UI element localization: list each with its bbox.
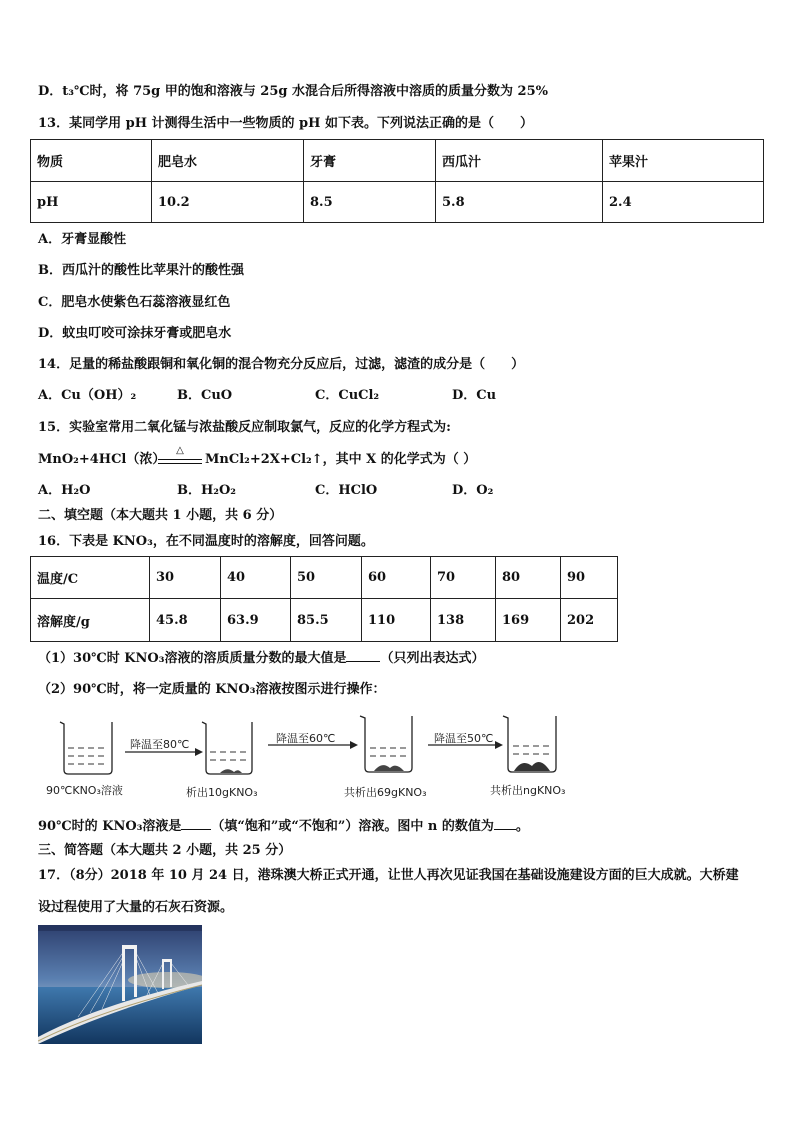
- table-cell: 50: [291, 557, 362, 599]
- table-cell: 西瓜汁: [436, 140, 603, 182]
- question-15-stem: 15．实验室常用二氧化锰与浓盐酸反应制取氯气，反应的化学方程式为:: [38, 420, 451, 435]
- question-15-option-a: A．H₂O: [38, 483, 91, 498]
- table-cell: 138: [431, 599, 496, 642]
- ph-table-header-row: [31, 140, 764, 182]
- table-cell: 110: [362, 599, 431, 642]
- table-cell: 45.8: [150, 599, 221, 642]
- crystal-deposit: [374, 765, 404, 771]
- table-cell: 5.8: [436, 182, 603, 223]
- table-cell: 苹果汁: [603, 140, 764, 182]
- question-15-equation-left: MnO₂+4HCl（浓）: [38, 452, 166, 467]
- question-14-option-b: B．CuO: [177, 388, 233, 403]
- table-cell: 60: [362, 557, 431, 599]
- sub-1-note: （只列出表达式）: [380, 651, 485, 666]
- question-17-line-1: 17．（8分）2018 年 10 月 24 日，港珠澳大桥正式开通，让世人再次见证我国在基础设施建设方面的巨大成就。大桥建: [38, 868, 739, 883]
- crystal-deposit: [514, 762, 550, 771]
- table-cell: 63.9: [221, 599, 291, 642]
- beaker-1: [60, 722, 112, 774]
- answer-blank: [346, 649, 380, 662]
- question-14-option-a: A．Cu（OH）₂: [38, 388, 137, 403]
- table-cell: 70: [431, 557, 496, 599]
- question-13-option-a: A．牙膏显酸性: [38, 232, 127, 247]
- table-cell: 溶解度/g: [31, 599, 150, 642]
- question-15-option-d: D．O₂: [452, 483, 494, 498]
- question-15-option-b: B．H₂O₂: [177, 483, 236, 498]
- bridge-photo: [38, 925, 202, 1044]
- section-2-heading: 二、填空题（本大题共 1 小题，共 6 分）: [38, 508, 283, 523]
- beaker-label-1: 90℃KNO₃溶液: [46, 784, 123, 797]
- table-cell: 10.2: [152, 182, 304, 223]
- answer-blank: [494, 817, 516, 830]
- table-cell: pH: [31, 182, 152, 223]
- question-16-stem: 16．下表是 KNO₃，在不同温度时的溶解度，回答问题。: [38, 534, 374, 549]
- table-cell: 80: [496, 557, 561, 599]
- beaker-3: [360, 716, 412, 772]
- fill-text-b: （填“饱和”或“不饱和”）溶液。图中 n 的数值为: [211, 819, 494, 834]
- table-cell: 90: [561, 557, 618, 599]
- arrow-label-80: 降温至80℃: [130, 738, 190, 751]
- question-16-sub-1: [38, 649, 484, 668]
- beaker-label-2: 析出10gKNO₃: [186, 786, 258, 799]
- answer-blank: [181, 817, 211, 830]
- beaker-label-3: 共析出69gKNO₃: [344, 786, 427, 799]
- table-cell: 2.4: [603, 182, 764, 223]
- table-cell: 牙膏: [304, 140, 436, 182]
- fill-text-c: 。: [515, 819, 529, 834]
- question-16-sub-2: （2）90℃时，将一定质量的 KNO₃溶液按图示进行操作：: [38, 682, 386, 697]
- arrow-3-head: [495, 741, 503, 749]
- section-3-heading: 三、简答题（本大题共 2 小题，共 25 分）: [38, 843, 292, 858]
- ph-table-value-row: [31, 182, 764, 223]
- sub-1-text: （1）30℃时 KNO₃溶液的溶质质量分数的最大值是: [38, 651, 347, 666]
- table-cell: 169: [496, 599, 561, 642]
- table-cell: 40: [221, 557, 291, 599]
- question-13-stem: 13．某同学用 pH 计测得生活中一些物质的 pH 如下表。下列说法正确的是（ ）: [38, 116, 533, 131]
- ph-table: [30, 139, 764, 223]
- question-13-option-b: B．西瓜汁的酸性比苹果汁的酸性强: [38, 263, 244, 278]
- equation-equals-sign: [158, 459, 202, 464]
- table-cell: 202: [561, 599, 618, 642]
- arrow-label-50: 降温至50℃: [434, 732, 494, 745]
- question-13-option-c: C．肥皂水使紫色石蕊溶液显红色: [38, 295, 231, 310]
- table-cell: 8.5: [304, 182, 436, 223]
- question-16-fill-line: [38, 817, 529, 836]
- question-13-option-d: D．蚊虫叮咬可涂抹牙膏或肥皂水: [38, 326, 232, 341]
- question-17-line-2: 设过程使用了大量的石灰石资源。: [38, 900, 234, 915]
- table-cell: 肥皂水: [152, 140, 304, 182]
- solubility-table: [30, 556, 618, 642]
- question-15-equation-right: MnCl₂+2X+Cl₂↑，其中 X 的化学式为（ ）: [205, 452, 477, 467]
- heat-condition-symbol: △: [176, 445, 184, 456]
- solubility-table-value-row: [31, 599, 618, 642]
- table-cell: 物质: [31, 140, 152, 182]
- fill-text-a: 90℃时的 KNO₃溶液是: [38, 819, 182, 834]
- question-14-option-c: C．CuCl₂: [315, 388, 380, 403]
- question-14-stem: 14．足量的稀盐酸跟铜和氧化铜的混合物充分反应后，过滤，滤渣的成分是（ ）: [38, 357, 525, 372]
- arrow-1-head: [195, 748, 203, 756]
- question-14-option-d: D．Cu: [452, 388, 497, 403]
- arrow-2-head: [350, 741, 358, 749]
- beaker-label-4: 共析出ngKNO₃: [490, 784, 566, 797]
- crystal-deposit: [220, 769, 242, 773]
- table-cell: 温度/C: [31, 557, 150, 599]
- table-cell: 85.5: [291, 599, 362, 642]
- question-12-option-d: D．t₃℃时，将 75g 甲的饱和溶液与 25g 水混合后所得溶液中溶质的质量分数为 25%: [38, 84, 548, 99]
- beaker-2: [202, 722, 252, 774]
- table-cell: 30: [150, 557, 221, 599]
- arrow-label-60: 降温至60℃: [276, 732, 336, 745]
- solubility-table-temperature-row: [31, 557, 618, 599]
- question-15-option-c: C．HClO: [315, 483, 378, 498]
- beaker-4: [503, 716, 556, 772]
